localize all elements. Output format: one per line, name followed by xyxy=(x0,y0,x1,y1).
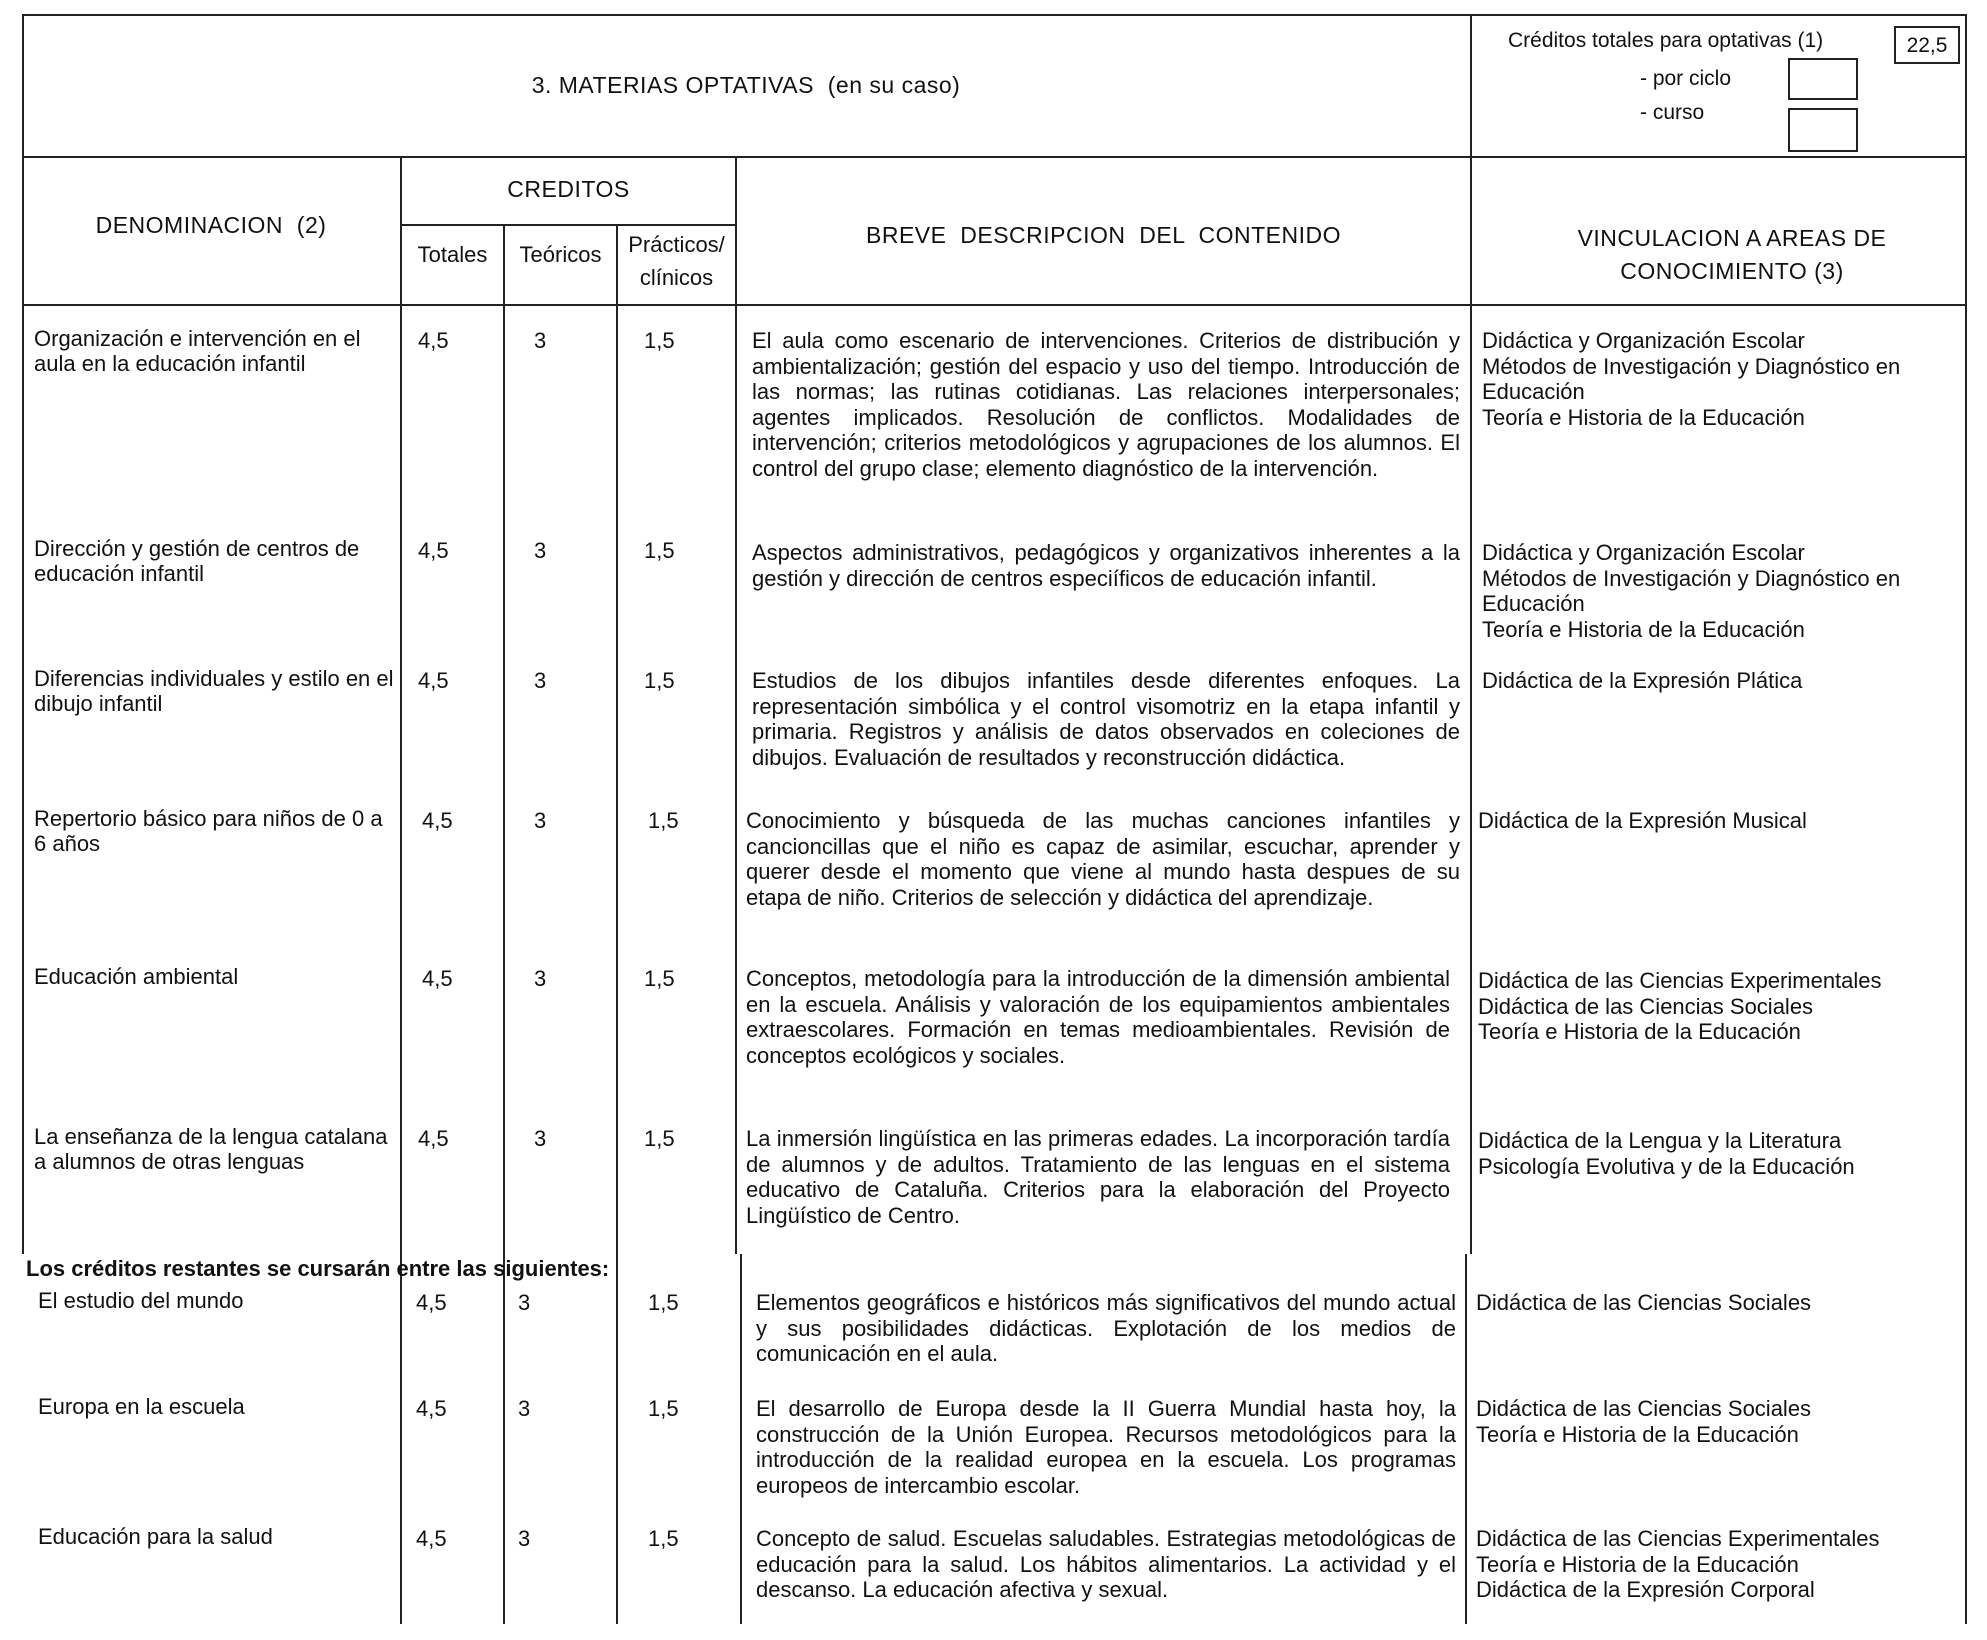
row-description: Conceptos, metodología para la introducción de la dimensión ambiental en la escuela. Análisis y valoración de los equipamientos ambientales extraescolares. Formación en temas medioambientales. Revisión de conceptos ecológicos y sociales. xyxy=(746,966,1450,1068)
body-col-divider-5 xyxy=(1470,304,1472,1254)
row-areas: Didáctica de las Ciencias Experimentales Teoría e Historia de la Educación Didáctica de la Expresión Corporal xyxy=(1476,1526,1880,1602)
row-totales: 4,5 xyxy=(422,966,453,991)
table-left-border xyxy=(22,14,24,304)
table-top-border xyxy=(22,14,1967,16)
row-name: Diferencias individuales y estilo en el dibujo infantil xyxy=(34,666,394,716)
row-description: El aula como escenario de intervenciones. Criterios de distribución y ambientalización; gestión del espacio y uso del tiempo. Introducción de las normas; las rutinas cotidianas. Las relaciones interpersonales; agentes implicados. Resolución de conflictos. Modalidades de intervención; criterios metodológicos y agrupaciones de los alumnos. El control del grupo clase; elemento diagnóstico de la intervención. xyxy=(752,328,1460,481)
row-areas: Didáctica y Organización Escolar Métodos de Investigación y Diagnóstico en Educación Teoría e Historia de la Educación xyxy=(1482,328,1901,430)
row-totales: 4,5 xyxy=(416,1290,447,1315)
col-header-creditos: CREDITOS xyxy=(507,176,630,202)
body2-col-divider-2 xyxy=(503,1254,505,1624)
per-cycle-label: - por ciclo xyxy=(1640,67,1732,90)
row-name: Organización e intervención en el aula en la educación infantil xyxy=(34,326,361,376)
credits-total-value: 22,5 xyxy=(1906,34,1948,57)
row-description: Elementos geográficos e históricos más significativos del mundo actual y sus posibilidades didácticas. Explotación de los medios de comunicación en el aula. xyxy=(756,1290,1456,1366)
body2-col-divider-4 xyxy=(740,1254,742,1624)
row-teoricos: 3 xyxy=(534,1126,547,1151)
row-totales: 4,5 xyxy=(418,1126,449,1151)
row-practicos: 1,5 xyxy=(644,668,675,693)
row-areas: Didáctica y Organización Escolar Métodos de Investigación y Diagnóstico en Educación Teoría e Historia de la Educación xyxy=(1482,540,1901,642)
row-description: Concepto de salud. Escuelas saludables. Estrategias metodológicas de educación para la salud. Los hábitos alimentarios. La actividad y el descanso. La educación afectiva y sexual. xyxy=(756,1526,1456,1602)
col-header-teoricos: Teóricos xyxy=(519,242,602,267)
row-areas: Didáctica de la Lengua y la Literatura Psicología Evolutiva y de la Educación xyxy=(1478,1128,1855,1179)
row-name: Europa en la escuela xyxy=(38,1394,245,1419)
credits-total-label: Créditos totales para optativas (1) xyxy=(1508,29,1824,52)
row-description: Estudios de los dibujos infantiles desde diferentes enfoques. La representación simbólica y el control visomotriz en la etapa infantil y primaria. Registros y análisis de datos observados en coleciones de dibujos. Evaluación de resultados y reconstrucción didáctica. xyxy=(752,668,1460,770)
col-header-vinculacion: VINCULACION A AREAS DE CONOCIMIENTO (3) xyxy=(1577,225,1887,284)
row-totales: 4,5 xyxy=(416,1526,447,1551)
row-teoricos: 3 xyxy=(534,538,547,563)
row-name: El estudio del mundo xyxy=(38,1288,244,1313)
row-name: Educación ambiental xyxy=(34,964,239,989)
body-col-divider-3 xyxy=(616,304,618,1254)
row-totales: 4,5 xyxy=(422,808,453,833)
row-practicos: 1,5 xyxy=(644,966,675,991)
row-description: El desarrollo de Europa desde la II Guerra Mundial hasta hoy, la construcción de la Unión Europea. Recursos metodológicos para la introducción de la realidad europea en la escuela. Los programas europeos de intercambio escolar. xyxy=(756,1396,1456,1498)
per-course-label: - curso xyxy=(1640,101,1705,124)
column-header-bottom-border xyxy=(22,304,1967,306)
row-teoricos: 3 xyxy=(534,668,547,693)
header-bottom-border xyxy=(22,156,1967,158)
header-divider xyxy=(1470,14,1472,304)
col-header-descripcion: BREVE DESCRIPCION DEL CONTENIDO xyxy=(866,222,1341,248)
row-areas: Didáctica de la Expresión Musical xyxy=(1478,808,1807,833)
row-totales: 4,5 xyxy=(418,538,449,563)
row-practicos: 1,5 xyxy=(644,538,675,563)
row-description: La inmersión lingüística en las primeras edades. La incorporación tardía de alumnos y de adultos. Tratamiento de las lenguas en el sistema educativo de Cataluña. Criterios para la elaboración del Proyecto Lingüístico de Centro. xyxy=(746,1126,1450,1228)
row-areas: Didáctica de la Expresión Plática xyxy=(1482,668,1803,693)
row-teoricos: 3 xyxy=(534,808,547,833)
col-header-practicos: Prácticos/ clínicos xyxy=(628,232,725,290)
row-teoricos: 3 xyxy=(534,966,547,991)
row-practicos: 1,5 xyxy=(644,328,675,353)
row-practicos: 1,5 xyxy=(648,1526,679,1551)
row-practicos: 1,5 xyxy=(648,808,679,833)
body2-col-divider-3 xyxy=(616,1254,618,1624)
body2-col-divider-5 xyxy=(1465,1254,1467,1624)
row-description: Aspectos administrativos, pedagógicos y organizativos inherentes a la gestión y dirección de centros especiíficos de educación infantil. xyxy=(752,540,1460,591)
section-title: 3. MATERIAS OPTATIVAS (en su caso) xyxy=(531,72,961,98)
row-teoricos: 3 xyxy=(534,328,547,353)
row-name: Educación para la salud xyxy=(38,1524,273,1549)
row-practicos: 1,5 xyxy=(648,1396,679,1421)
credits-total-box xyxy=(1894,26,1960,64)
row-name: Dirección y gestión de centros de educación infantil xyxy=(34,536,360,586)
row-practicos: 1,5 xyxy=(648,1290,679,1315)
row-teoricos: 3 xyxy=(518,1526,531,1551)
per-course-box xyxy=(1788,108,1858,152)
col-header-denominacion: DENOMINACION (2) xyxy=(95,212,327,238)
body-left-border xyxy=(22,304,24,1254)
row-teoricos: 3 xyxy=(518,1396,531,1421)
remaining-credits-note: Los créditos restantes se cursarán entre las siguientes: xyxy=(26,1256,610,1281)
col-header-totales: Totales xyxy=(417,242,488,267)
row-areas: Didáctica de las Ciencias Sociales xyxy=(1476,1290,1812,1315)
row-totales: 4,5 xyxy=(418,668,449,693)
table-right-border xyxy=(1965,14,1967,1624)
row-teoricos: 3 xyxy=(518,1290,531,1315)
per-cycle-box xyxy=(1788,58,1858,100)
row-name: Repertorio básico para niños de 0 a 6 años xyxy=(34,806,383,856)
body2-col-divider-1 xyxy=(400,1254,402,1624)
row-name: La enseñanza de la lengua catalana a alumnos de otras lenguas xyxy=(34,1124,388,1174)
row-areas: Didáctica de las Ciencias Sociales Teoría e Historia de la Educación xyxy=(1476,1396,1812,1447)
body-col-divider-4 xyxy=(735,304,737,1254)
row-totales: 4,5 xyxy=(418,328,449,353)
body-col-divider-1 xyxy=(400,304,402,1254)
row-description: Conocimiento y búsqueda de las muchas canciones infantiles y cancioncillas que el niño es capaz de asimilar, escuchar, aprender y querer desde el momento que viene al mundo hasta despues de su etapa de niño. Criterios de selección y didáctica del aprendizaje. xyxy=(746,808,1460,910)
body-col-divider-2 xyxy=(503,304,505,1254)
creditos-sub-border xyxy=(400,224,737,226)
row-areas: Didáctica de las Ciencias Experimentales Didáctica de las Ciencias Sociales Teoría e Historia de la Educación xyxy=(1478,968,1882,1044)
row-practicos: 1,5 xyxy=(644,1126,675,1151)
row-totales: 4,5 xyxy=(416,1396,447,1421)
